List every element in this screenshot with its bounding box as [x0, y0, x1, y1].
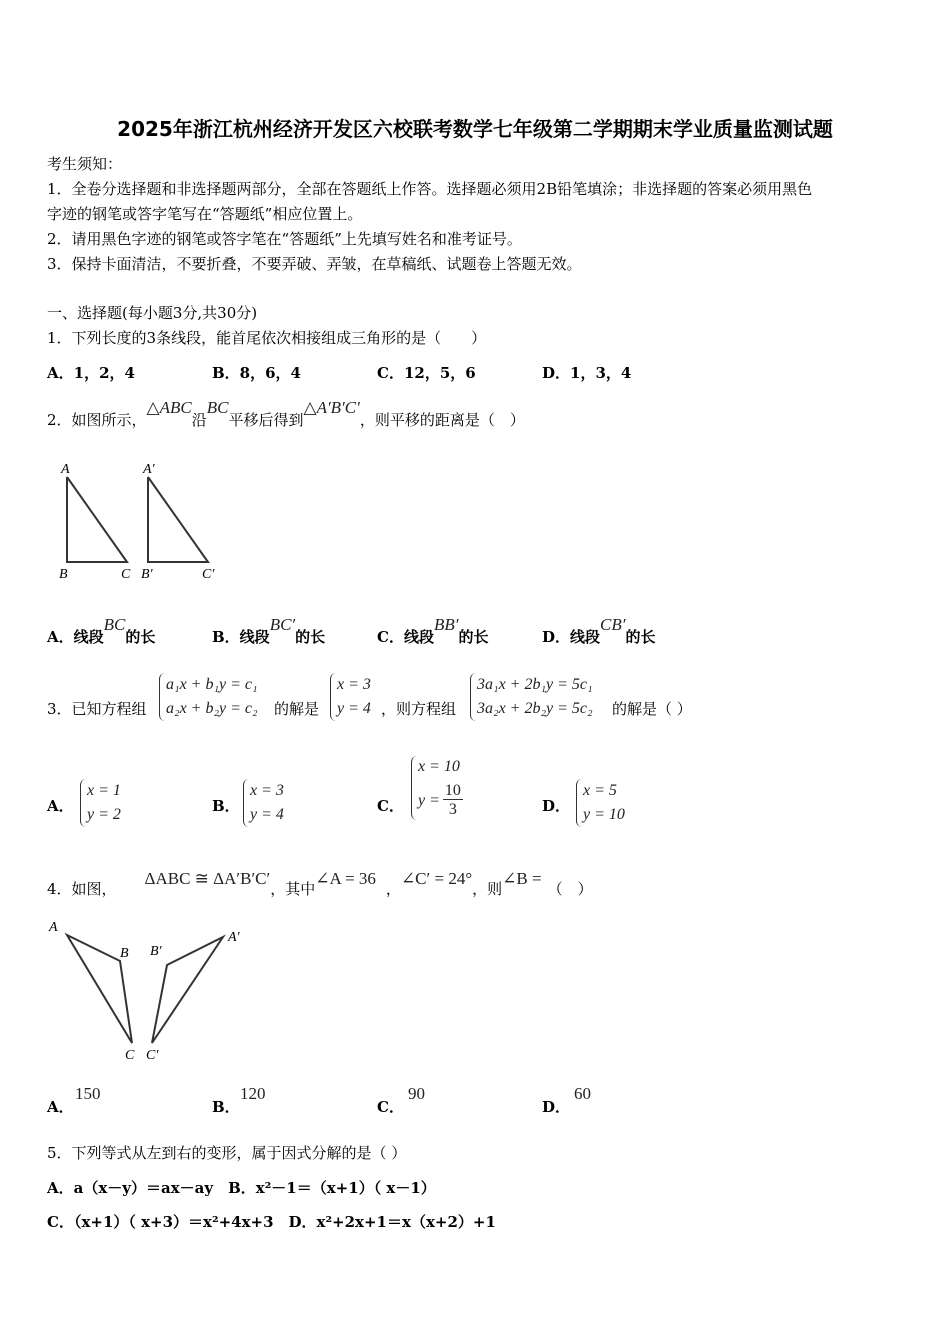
- notice-heading: 考生须知：: [47, 155, 123, 173]
- q3-system-1: a₁x + b₁y = c₁ a₂x + b₂y = c₂: [159, 673, 258, 721]
- q4-option-b-label[interactable]: B．: [212, 1098, 240, 1116]
- q1-option-b[interactable]: B．8，6，4: [212, 364, 301, 382]
- q3-system-2: 3a₁x + 2b₁y = 5c₁ 3a₂x + 2b₂y = 5c₂: [470, 673, 593, 721]
- q4-label-b: B: [120, 946, 129, 961]
- q3-text-1: 3．已知方程组: [47, 700, 147, 718]
- q3-option-c[interactable]: x = 10 y = $\frac{10}{3}$: [411, 756, 463, 820]
- q2-option-b[interactable]: B．线段BC′的长: [212, 615, 326, 646]
- q4-option-a[interactable]: 150: [75, 1084, 101, 1103]
- notice-item-1-cont: 字迹的钢笔或答字笔写在“答题纸”相应位置上。: [47, 205, 363, 223]
- q3-option-b-label[interactable]: B．: [212, 797, 240, 815]
- q3-text-4: 的解是（ ）: [612, 700, 692, 718]
- q5-options-cd[interactable]: C．（x+1）（ x+3）＝x²+4x+3 D．x²+2x+1＝x（x+2）+1: [47, 1213, 496, 1231]
- page-title: 2025年浙江杭州经济开发区六校联考数学七年级第二学期期末学业质量监测试题: [117, 117, 833, 141]
- q5-options-ab[interactable]: A．a（x－y）＝ax－ay B．x²－1＝（x+1）（ x－1）: [47, 1179, 436, 1197]
- q3-text-2: 的解是: [274, 700, 320, 718]
- q2-label-b-prime: B′: [141, 567, 153, 582]
- q4-option-c[interactable]: 90: [408, 1084, 425, 1103]
- q1-option-c[interactable]: C．12，5，6: [377, 364, 476, 382]
- q4-option-b[interactable]: 120: [240, 1084, 266, 1103]
- q3-option-d[interactable]: x = 5 y = 10: [576, 779, 625, 827]
- q1-option-d[interactable]: D．1，3，4: [542, 364, 632, 382]
- q3-option-b[interactable]: x = 3 y = 4: [243, 779, 284, 827]
- question-5-stem: 5．下列等式从左到右的变形，属于因式分解的是（ ）: [47, 1144, 407, 1162]
- question-2-stem: 2．如图所示，△ABC沿BC平移后得到△A′B′C′，则平移的距离是（ ）: [47, 398, 525, 429]
- q2-label-c: C: [121, 567, 131, 582]
- q2-label-a: A: [61, 462, 70, 477]
- q4-label-c: C: [125, 1048, 135, 1063]
- q2-option-a[interactable]: A．线段BC的长: [47, 615, 156, 646]
- q2-option-d[interactable]: D．线段CB′的长: [542, 615, 656, 646]
- q2-label-c-prime: C′: [202, 567, 215, 582]
- q3-text-3: ，则方程组: [381, 700, 457, 718]
- q4-label-a: A: [49, 920, 58, 935]
- notice-item-3: 3．保持卡面清洁，不要折叠，不要弄破、弄皱，在草稿纸、试题卷上答题无效。: [47, 255, 582, 273]
- q4-label-b-prime: B′: [150, 944, 162, 959]
- q1-option-a[interactable]: A．1，2，4: [47, 364, 135, 382]
- q3-solution-1: x = 3 y = 4: [330, 673, 371, 721]
- q4-option-c-label[interactable]: C．: [377, 1098, 404, 1116]
- notice-item-2: 2．请用黑色字迹的钢笔或答字笔在“答题纸”上先填写姓名和准考证号。: [47, 230, 522, 248]
- q4-figure: [45, 915, 255, 1065]
- q3-option-d-label[interactable]: D．: [542, 797, 571, 815]
- q4-label-c-prime: C′: [146, 1048, 159, 1063]
- q4-label-a-prime: A′: [228, 930, 240, 945]
- notice-item-1: 1．全卷分选择题和非选择题两部分，全部在答题纸上作答。选择题必须用2B铅笔填涂；非选择题的答案必须用黑色: [47, 180, 813, 198]
- q3-option-a[interactable]: x = 1 y = 2: [80, 779, 121, 827]
- q4-option-d[interactable]: 60: [574, 1084, 591, 1103]
- section-heading: 一、选择题(每小题3分,共30分): [47, 304, 258, 322]
- q3-option-c-label[interactable]: C．: [377, 797, 404, 815]
- q2-label-b: B: [59, 567, 68, 582]
- q2-label-a-prime: A′: [143, 462, 155, 477]
- question-4-stem: 4．如图，ΔABC ≅ ΔA′B′C′，其中∠A = 36，∠C′ = 24°，则∠B =（ ）: [47, 869, 593, 898]
- q2-option-c[interactable]: C．线段BB′的长: [377, 615, 489, 646]
- q4-option-a-label[interactable]: A．: [47, 1098, 74, 1116]
- q4-option-d-label[interactable]: D．: [542, 1098, 571, 1116]
- question-1-stem: 1．下列长度的3条线段，能首尾依次相接组成三角形的是（ ）: [47, 329, 487, 347]
- q3-option-a-label[interactable]: A．: [47, 797, 74, 815]
- q2-figure: [55, 455, 225, 585]
